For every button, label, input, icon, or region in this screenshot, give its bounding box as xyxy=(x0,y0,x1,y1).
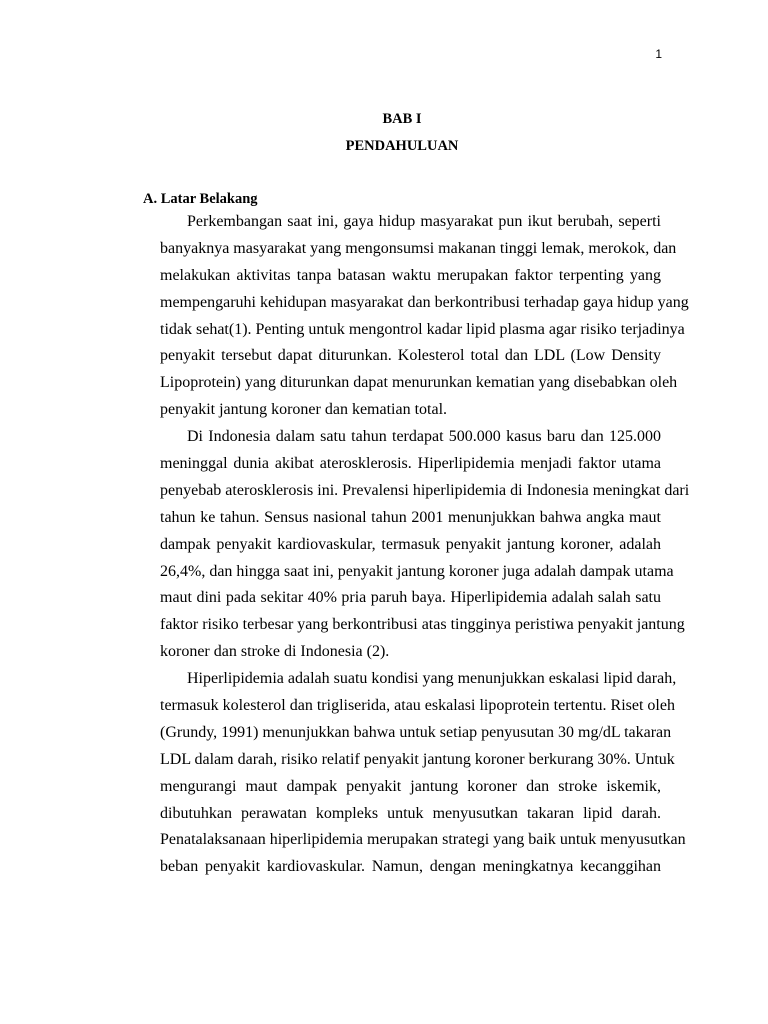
text-line: termasuk kolesterol dan trigliserida, atau eskalasi lipoprotein tertentu. Riset oleh xyxy=(160,697,675,715)
text-line: Penatalaksanaan hiperlipidemia merupakan strategi yang baik untuk menyusutkan xyxy=(160,831,686,849)
text-line: melakukan aktivitas tanpa batasan waktu merupakan faktor terpenting yang xyxy=(160,266,661,284)
text-line: Lipoprotein) yang diturunkan dapat menurunkan kematian yang disebabkan oleh xyxy=(160,374,678,392)
text-line: (Grundy, 1991) menunjukkan bahwa untuk setiap penyusutan 30 mg/dL takaran xyxy=(160,723,672,741)
text-line: LDL dalam darah, risiko relatif penyakit jantung koroner berkurang 30%. Untuk xyxy=(160,750,675,768)
text-line: penyakit tersebut dapat diturunkan. Kolesterol total dan LDL (Low Density xyxy=(160,347,661,365)
text-line: tidak sehat(1). Penting untuk mengontrol kadar lipid plasma agar risiko terjadinya xyxy=(160,320,685,338)
section-heading: A. Latar Belakang xyxy=(143,191,258,207)
paragraph xyxy=(160,670,686,885)
page-number: 1 xyxy=(655,47,662,61)
text-line: meninggal dunia akibat aterosklerosis. Hiperlipidemia menjadi faktor utama xyxy=(160,455,661,473)
text-line: 26,4%, dan hingga saat ini, penyakit jantung koroner juga adalah dampak utama xyxy=(160,562,674,580)
text-line: koroner dan stroke di Indonesia (2). xyxy=(160,643,390,661)
paragraph xyxy=(160,428,690,670)
text-line: penyakit jantung koroner dan kematian total. xyxy=(160,401,448,419)
text-line: Di Indonesia dalam satu tahun terdapat 500.000 kasus baru dan 125.000 xyxy=(187,428,661,446)
text-line: tahun ke tahun. Sensus nasional tahun 2001 menunjukkan bahwa angka maut xyxy=(160,508,661,526)
chapter-title: PENDAHULUAN xyxy=(345,138,459,154)
text-line: Perkembangan saat ini, gaya hidup masyarakat pun ikut berubah, seperti xyxy=(187,213,661,230)
text-line: faktor risiko terbesar yang berkontribusi atas tingginya peristiwa penyakit jantung xyxy=(160,616,685,634)
body-text xyxy=(160,213,690,885)
chapter-label: BAB I xyxy=(382,111,422,127)
text-line: mengurangi maut dampak penyakit jantung koroner dan stroke iskemik, xyxy=(160,777,661,795)
paragraph xyxy=(160,213,689,428)
text-line: dibutuhkan perawatan kompleks untuk menyusutkan takaran lipid darah. xyxy=(160,804,661,822)
text-line: dampak penyakit kardiovaskular, termasuk penyakit jantung koroner, adalah xyxy=(160,535,661,553)
text-line: penyebab aterosklerosis ini. Prevalensi hiperlipidemia di Indonesia meningkat dari xyxy=(160,481,690,499)
text-line: maut dini pada sekitar 40% pria paruh baya. Hiperlipidemia adalah salah satu xyxy=(160,589,661,607)
text-line: mempengaruhi kehidupan masyarakat dan berkontribusi terhadap gaya hidup yang xyxy=(160,293,689,311)
text-line: beban penyakit kardiovaskular. Namun, dengan meningkatnya kecanggihan xyxy=(160,858,661,876)
text-line: banyaknya masyarakat yang mengonsumsi makanan tinggi lemak, merokok, dan xyxy=(160,239,677,257)
text-line: Hiperlipidemia adalah suatu kondisi yang menunjukkan eskalasi lipid darah, xyxy=(187,670,677,688)
